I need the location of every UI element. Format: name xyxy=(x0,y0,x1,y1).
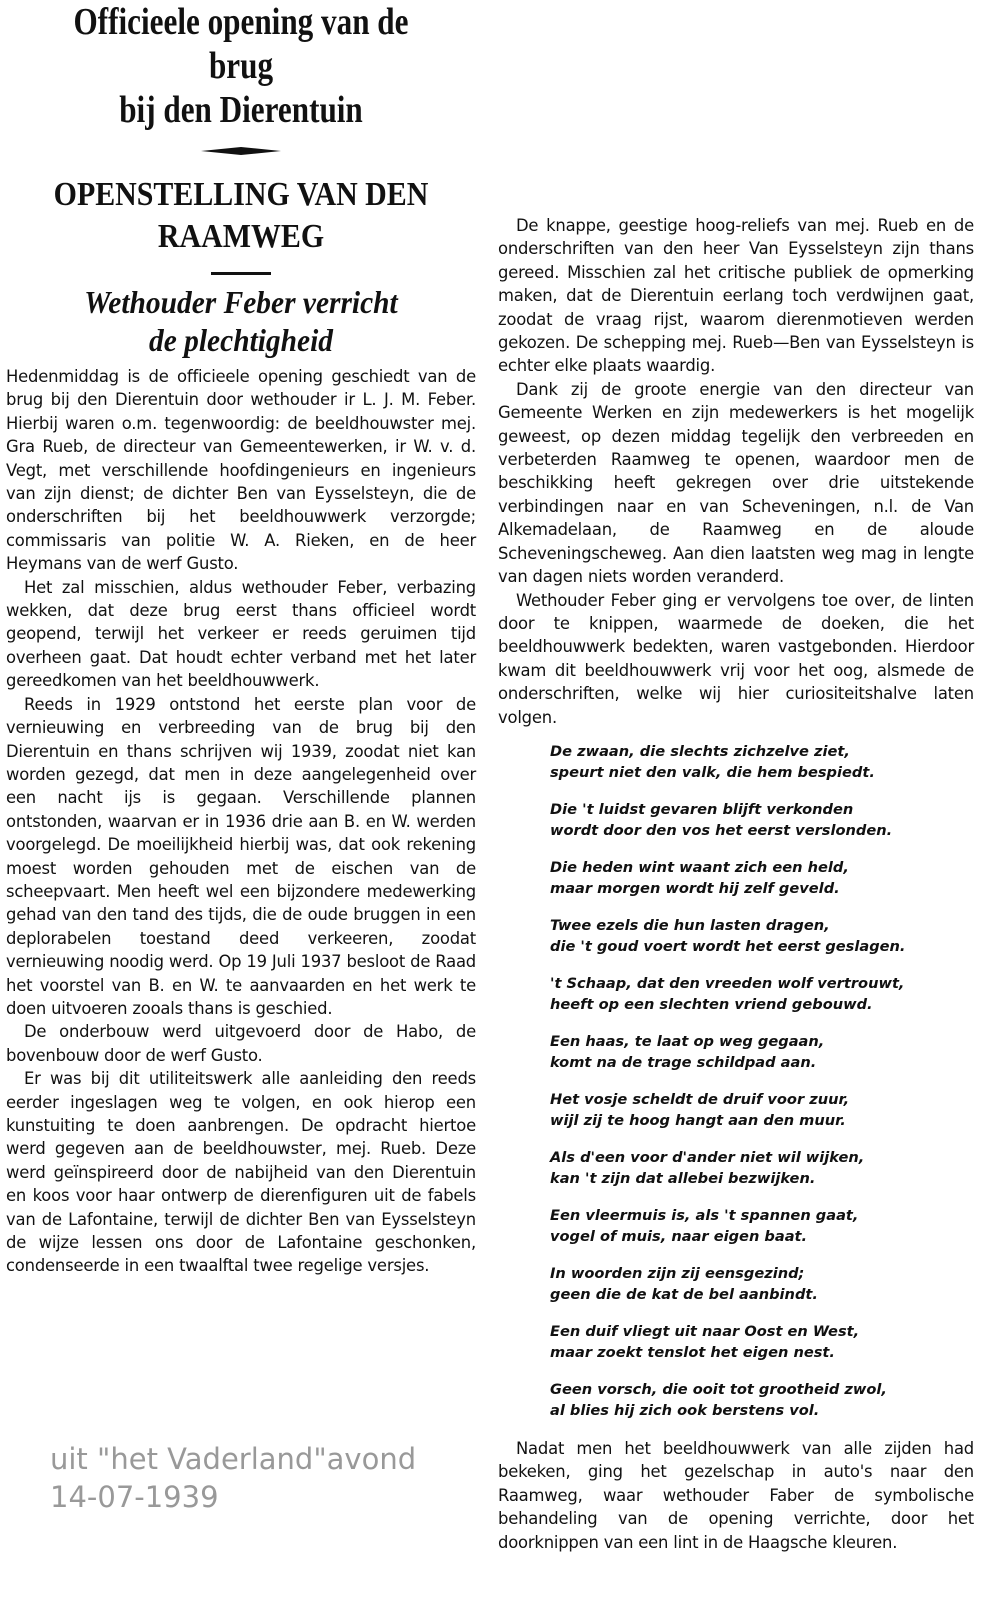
verse-line: geen die de kat de bel aanbindt. xyxy=(550,1285,818,1303)
verse-line: die 't goud voert wordt het eerst geslagen. xyxy=(550,937,906,955)
verse-line: maar zoekt tenslot het eigen nest. xyxy=(550,1343,835,1361)
verse-line: Als d'een voor d'ander niet wil wijken, xyxy=(550,1148,865,1166)
left-body xyxy=(6,365,476,1278)
verse-line: komt na de trage schildpad aan. xyxy=(550,1053,817,1071)
verse xyxy=(550,741,974,783)
verse-line: Een vleermuis is, als 't spannen gaat, xyxy=(550,1206,859,1224)
verse xyxy=(550,915,974,957)
verse-line: kan 't zijn dat allebei bezwijken. xyxy=(550,1169,816,1187)
source-caption-line-1: uit "het Vaderland"avond xyxy=(50,1442,417,1476)
verse-line: wordt door den vos het eerst verslonden. xyxy=(550,821,893,839)
right-body xyxy=(498,214,974,729)
verse-list xyxy=(550,741,974,1421)
ornament-divider xyxy=(201,146,281,156)
source-caption-line-2: 14-07-1939 xyxy=(50,1480,219,1514)
verse xyxy=(550,1147,974,1189)
verse xyxy=(550,1263,974,1305)
verse xyxy=(550,1321,974,1363)
closing-body xyxy=(498,1437,974,1554)
verse-line: Het vosje scheldt de druif voor zuur, xyxy=(550,1090,850,1108)
verse-line: al blies hij zich ook berstens vol. xyxy=(550,1401,820,1419)
verse xyxy=(550,1205,974,1247)
kicker-line-2: de plechtigheid xyxy=(149,322,333,358)
verse xyxy=(550,857,974,899)
verse xyxy=(550,973,974,1015)
headline xyxy=(48,0,433,132)
verse-line: Die 't luidst gevaren blijft verkonden xyxy=(550,800,854,818)
verse-line: heeft op een slechten vriend gebouwd. xyxy=(550,995,873,1013)
headline-line-2: bij den Dierentuin xyxy=(119,89,363,131)
verse-line: maar morgen wordt hij zelf geveld. xyxy=(550,879,840,897)
verse-line: Twee ezels die hun lasten dragen, xyxy=(550,916,830,934)
paragraph: De knappe, geestige hoog-reliefs van mej. Rueb en de onderschriften van den heer Van Eysselsteyn zijn thans gereed. Misschien zal het critische publiek de opmerking maken, dat de Dierentuin eerlang toch verdwijnen gaat, zoodat de vraag rijst, waarom dierenmotieven werden gekozen. De schepping mej. Rueb—Ben van Eysselsteyn is echter elke plaats waardig. xyxy=(498,216,974,376)
verse-line: speurt niet den valk, die hem bespiedt. xyxy=(550,763,875,781)
right-column xyxy=(498,214,974,1554)
subheadline-line-1: OPENSTELLING VAN DEN xyxy=(53,176,429,213)
subheadline xyxy=(34,174,448,258)
verse-line: Een duif vliegt uit naar Oost en West, xyxy=(550,1322,860,1340)
paragraph: Wethouder Feber ging er vervolgens toe over, de linten door te knippen, waarmede de doeken, die het beeldhouwwerk bedekten, waren vastgebonden. Hierdoor kwam dit beeldhouwwerk vrij voor het oog, alsmede de onderschriften, welke wij hier curiositeitshalve laten volgen. xyxy=(498,590,974,727)
verse xyxy=(550,799,974,841)
paragraph: Reeds in 1929 ontstond het eerste plan voor de vernieuwing en verbreeding van de brug bij den Dierentuin en thans schrijven wij 1939, zoodat niet kan worden gezegd, dat men in deze aangelegenheid over een nacht ijs is gegaan. Verschillende plannen ontstonden, waarvan er in 1936 drie aan B. en W. werden voorgelegd. De moeilijkheid hierbij was, dat ook rekening moest worden gehouden met de eischen van de scheepvaart. Men heeft wel een bijzondere medewerking gehad van den tand des tijds, die de oude bruggen in een deplorabelen toestand deed verkeeren, zoodat vernieuwing noodig werd. Op 19 Juli 1937 besloot de Raad het voorstel van B. en W. te aanvaarden en het werk te doen uitvoeren zooals thans is geschied. xyxy=(6,694,476,1018)
headline-line-1: Officieele opening van de brug xyxy=(73,1,409,87)
paragraph: Het zal misschien, aldus wethouder Feber, verbazing wekken, dat deze brug eerst thans officieel wordt geopend, terwijl het verkeer er reeds geruimen tijd overheen gaat. Dat houdt echter verband met het later gereedkomen van het beeldhouwwerk. xyxy=(6,577,476,691)
verse-line: Die heden wint waant zich een held, xyxy=(550,858,849,876)
left-column xyxy=(6,0,476,1278)
paragraph: Dank zij de groote energie van den directeur van Gemeente Werken en zijn medewerkers is het mogelijk geweest, op dezen middag tegelijk den verbreeden en verbeterden Raamweg te openen, waardoor men de beschikking heeft gekregen over drie uitstekende verbindingen naar en van Scheveningen, n.l. de Van Alkemadelaan, de Raamweg en de aloude Scheveningscheweg. Aan dien laatsten weg mag in lengte van dagen niets worden veranderd. xyxy=(498,379,974,587)
subheadline-line-2: RAAMWEG xyxy=(157,218,325,255)
verse-line: In woorden zijn zij eensgezind; xyxy=(550,1264,805,1282)
closing-paragraph: Nadat men het beeldhouwwerk van alle zijden had bekeken, ging het gezelschap in auto's naar den Raamweg, waar wethouder Faber de symbolische behandeling van de opening verrichte, door het doorknippen van een lint in de Haagsche kleuren. xyxy=(498,1438,974,1552)
paragraph: Er was bij dit utiliteitswerk alle aanleiding den reeds eerder ingeslagen weg te volgen, en ook hierop een kunstuiting te doen aanbrengen. De opdracht hiertoe werd gegeven aan de beeldhouwster, mej. Rueb. Deze werd geïnspireerd door de nabijheid van den Dierentuin en koos voor haar ontwerp de dierenfiguren uit de fabels van de Lafontaine, terwijl de dichter Ben van Eysselsteyn de wijze lessen ons door de Lafontaine geschonken, condenseerde in een twaalftal twee regelige versjes. xyxy=(6,1069,476,1276)
verse-line: Een haas, te laat op weg gegaan, xyxy=(550,1032,825,1050)
verse-line: wijl zij te hoog hangt aan den muur. xyxy=(550,1111,846,1129)
paragraph: Hedenmiddag is de officieele opening geschiedt van de brug bij den Dierentuin door wethouder ir L. J. M. Feber. Hierbij waren o.m. tegenwoordig: de beeldhouwster mej. Gra Rueb, de directeur van Gemeentewerken, ir W. v. d. Vegt, met verschillende hoofdingenieurs en ingenieurs van zijn dienst; de dichter Ben van Eysselsteyn, die de onderschriften bij het beeldhouwwerk verzorgde; commissaris van politie W. A. Rieken, en de heer Heymans van de werf Gusto. xyxy=(6,367,476,574)
verse xyxy=(550,1031,974,1073)
kicker-line-1: Wethouder Feber verricht xyxy=(84,284,398,320)
source-caption xyxy=(50,1440,416,1516)
verse-line: 't Schaap, dat den vreeden wolf vertrouwt, xyxy=(550,974,905,992)
verse-line: De zwaan, die slechts zichzelve ziet, xyxy=(550,742,850,760)
verse-line: Geen vorsch, die ooit tot grootheid zwol, xyxy=(550,1380,887,1398)
divider xyxy=(211,272,271,275)
kicker xyxy=(25,283,457,359)
verse xyxy=(550,1379,974,1421)
paragraph: De onderbouw werd uitgevoerd door de Habo, de bovenbouw door de werf Gusto. xyxy=(6,1022,476,1065)
verse xyxy=(550,1089,974,1131)
verse-line: vogel of muis, naar eigen baat. xyxy=(550,1227,808,1245)
